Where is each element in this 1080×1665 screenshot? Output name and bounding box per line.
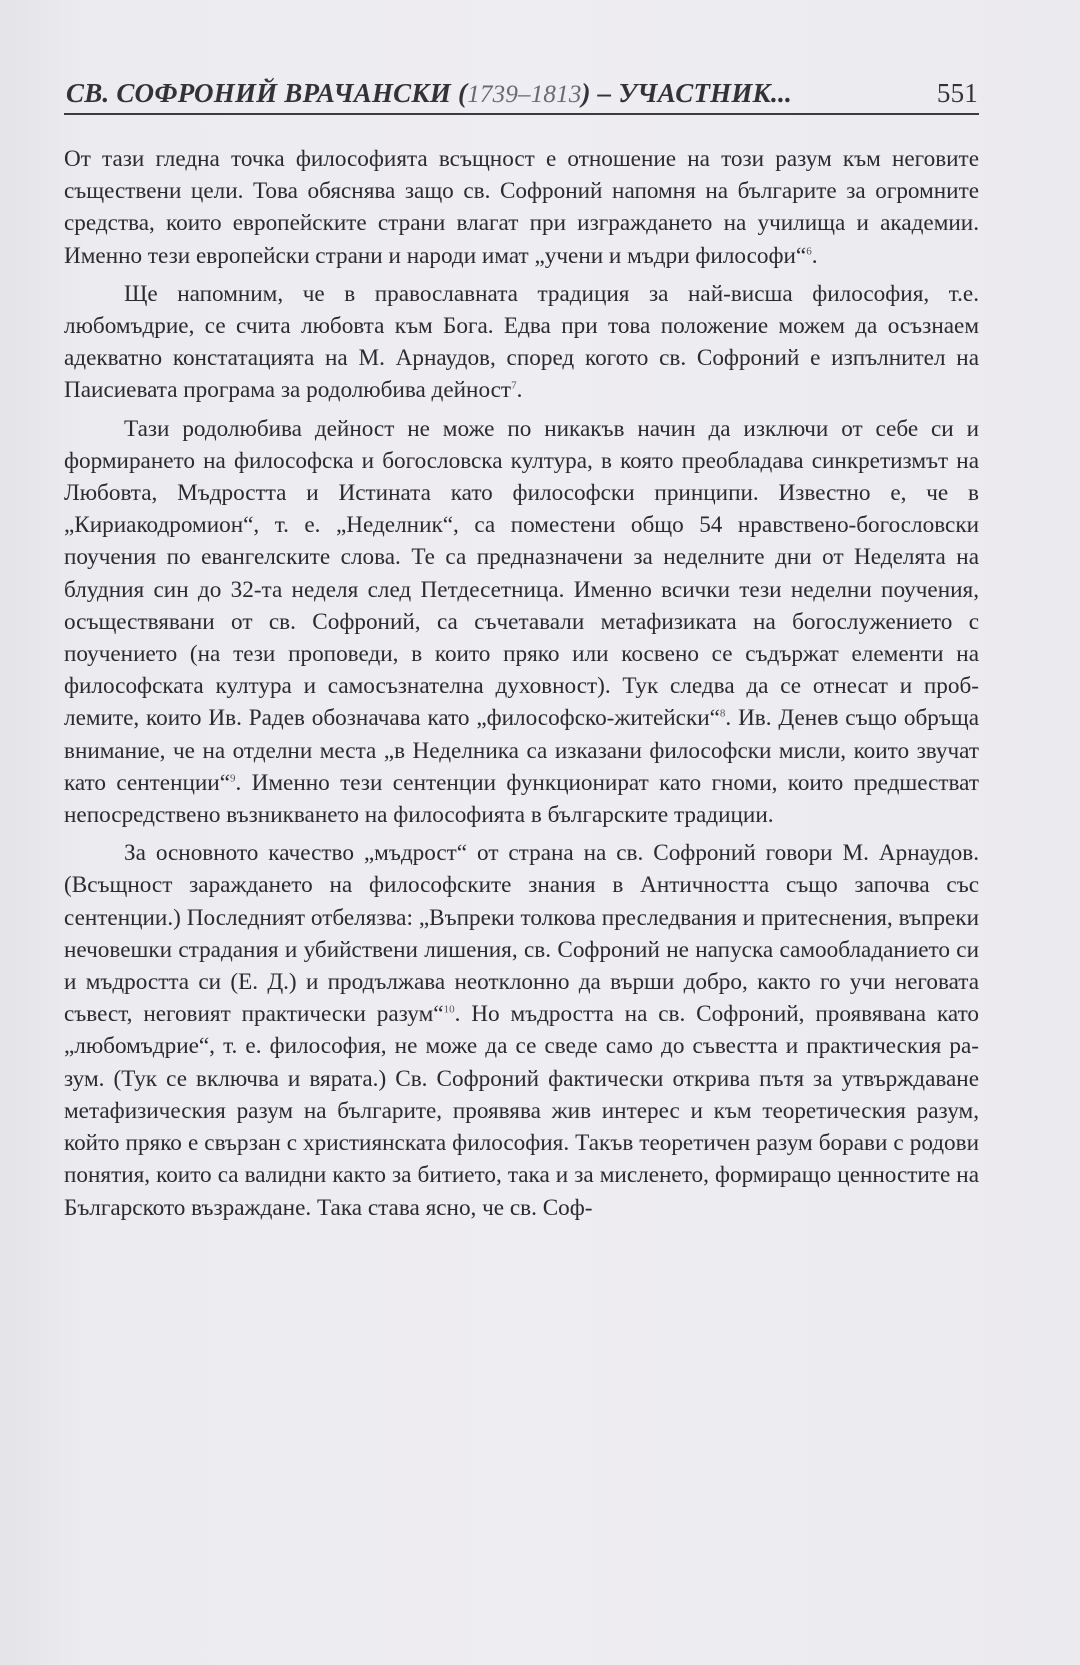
footnote-reference: 10 (443, 1003, 455, 1016)
paragraph (64, 837, 979, 1223)
paragraph (64, 278, 979, 407)
running-header (66, 78, 978, 109)
paragraph-text: . Ив. Денев също обръща внимание, че на отделни места „в Неделника са изказани философски мисли, които звучат като сентенции“ (64, 705, 979, 796)
paragraph-text: Тази родолюбива дейност не може по никакъв начин да изключи от себе си и формирането на философска и богословска култура, в която преобладава синкретизмът на Любовта, Мъдростта и Истината като философски принципи. Известно е, че в „Кириакодромион“, т. е. „Неделник“, са поместени общо 54 нравствено-богословски поучения по евангелските слова. Те са предназначени за неделните дни от Неделята на блудния син до 32-та неделя след Петдесетница. Именно всички тези неделни поучения, осъществявани от св. Софроний, са съчетавали метафизиката на богослужението с поучението (на тези проповеди, в които пряко или косвено се съдържат елементи на философската култура и самосъзнателна духовност). Тук следва да се отнесат и проблемите, които Ив. Радев обозначава като „философско-житейски“ (64, 415, 979, 732)
footnote-reference: 8 (719, 707, 726, 720)
paragraph-text: . (811, 242, 818, 269)
running-title (66, 78, 792, 109)
paragraph-text: За основното качество „мъдрост“ от страна на св. Софроний говори М. Арнаудов. (Всъщност зараждането на философските знания в Античността също започва със сентенции.) Последният отбелязва: „Въпреки толкова преследвания и притеснения, въпреки нечовешки страдания и убийствени лишения, св. Софроний не напуска самообладанието си и мъдростта си (Е. Д.) и продължава неотклонно да върши добро, както го учи неговата съвест, неговият практически разум“ (64, 840, 979, 1028)
header-rule (64, 113, 979, 115)
paragraph-text: От тази гледна точка философията всъщност е отношение на този разум към неговите съществени цели. Това обяснява защо св. Софроний напомня на българите за огромните средства, които европейските страни влагат при изграждането на училища и академии. Именно тези европейски страни и народи имат „учени и мъдри философи“ (64, 146, 979, 269)
paragraph-text: . (516, 377, 523, 404)
body-text (64, 143, 979, 1230)
paragraph-text: Ще напомним, че в православната традиция за най-висша философия, т.е. любомъдрие, се счита любовта към Бога. Едва при това положение можем да осъзнаем адекватно констатацията на М. Арнаудов, според когото св. Софроний е изпълнител на Паисиевата програма за родолюбива дейност (64, 280, 979, 404)
paragraph (64, 413, 979, 832)
running-title-suffix: ) – УЧАСТНИК... (581, 78, 792, 108)
footnote-reference: 6 (806, 244, 812, 257)
footnote-reference: 9 (230, 772, 236, 785)
paragraph (64, 143, 979, 272)
running-title-prefix: СВ. СОФРОНИЙ ВРАЧАНСКИ ( (66, 78, 468, 108)
footnote-reference: 7 (511, 379, 517, 392)
running-title-dates: 1739–1813 (467, 81, 582, 108)
page-number: 551 (936, 78, 978, 108)
paragraph-text: . Но мъдростта на св. Софроний, проявявана като „любомъдрие“, т. е. философия, не може да се сведе само до съвестта и практическия разум. (Тук се включва и вярата.) Св. Софроний фактически открива пътя за утвърждаване метафизическия разум на българите, проявява жив интерес и към теоретическия разум, който пряко е свързан с християнската философия. Такъв теоретичен разум борави с родови понятия, които са валидни както за битието, така и за мисленето, формиращо ценностите на Българското възраждане. Така става ясно, че св. Соф- (64, 1001, 979, 1221)
paragraph-text: . Именно тези сентенции функционират като гноми, които предшестват непосредствено възникването на философията в българските традиции. (64, 769, 979, 829)
